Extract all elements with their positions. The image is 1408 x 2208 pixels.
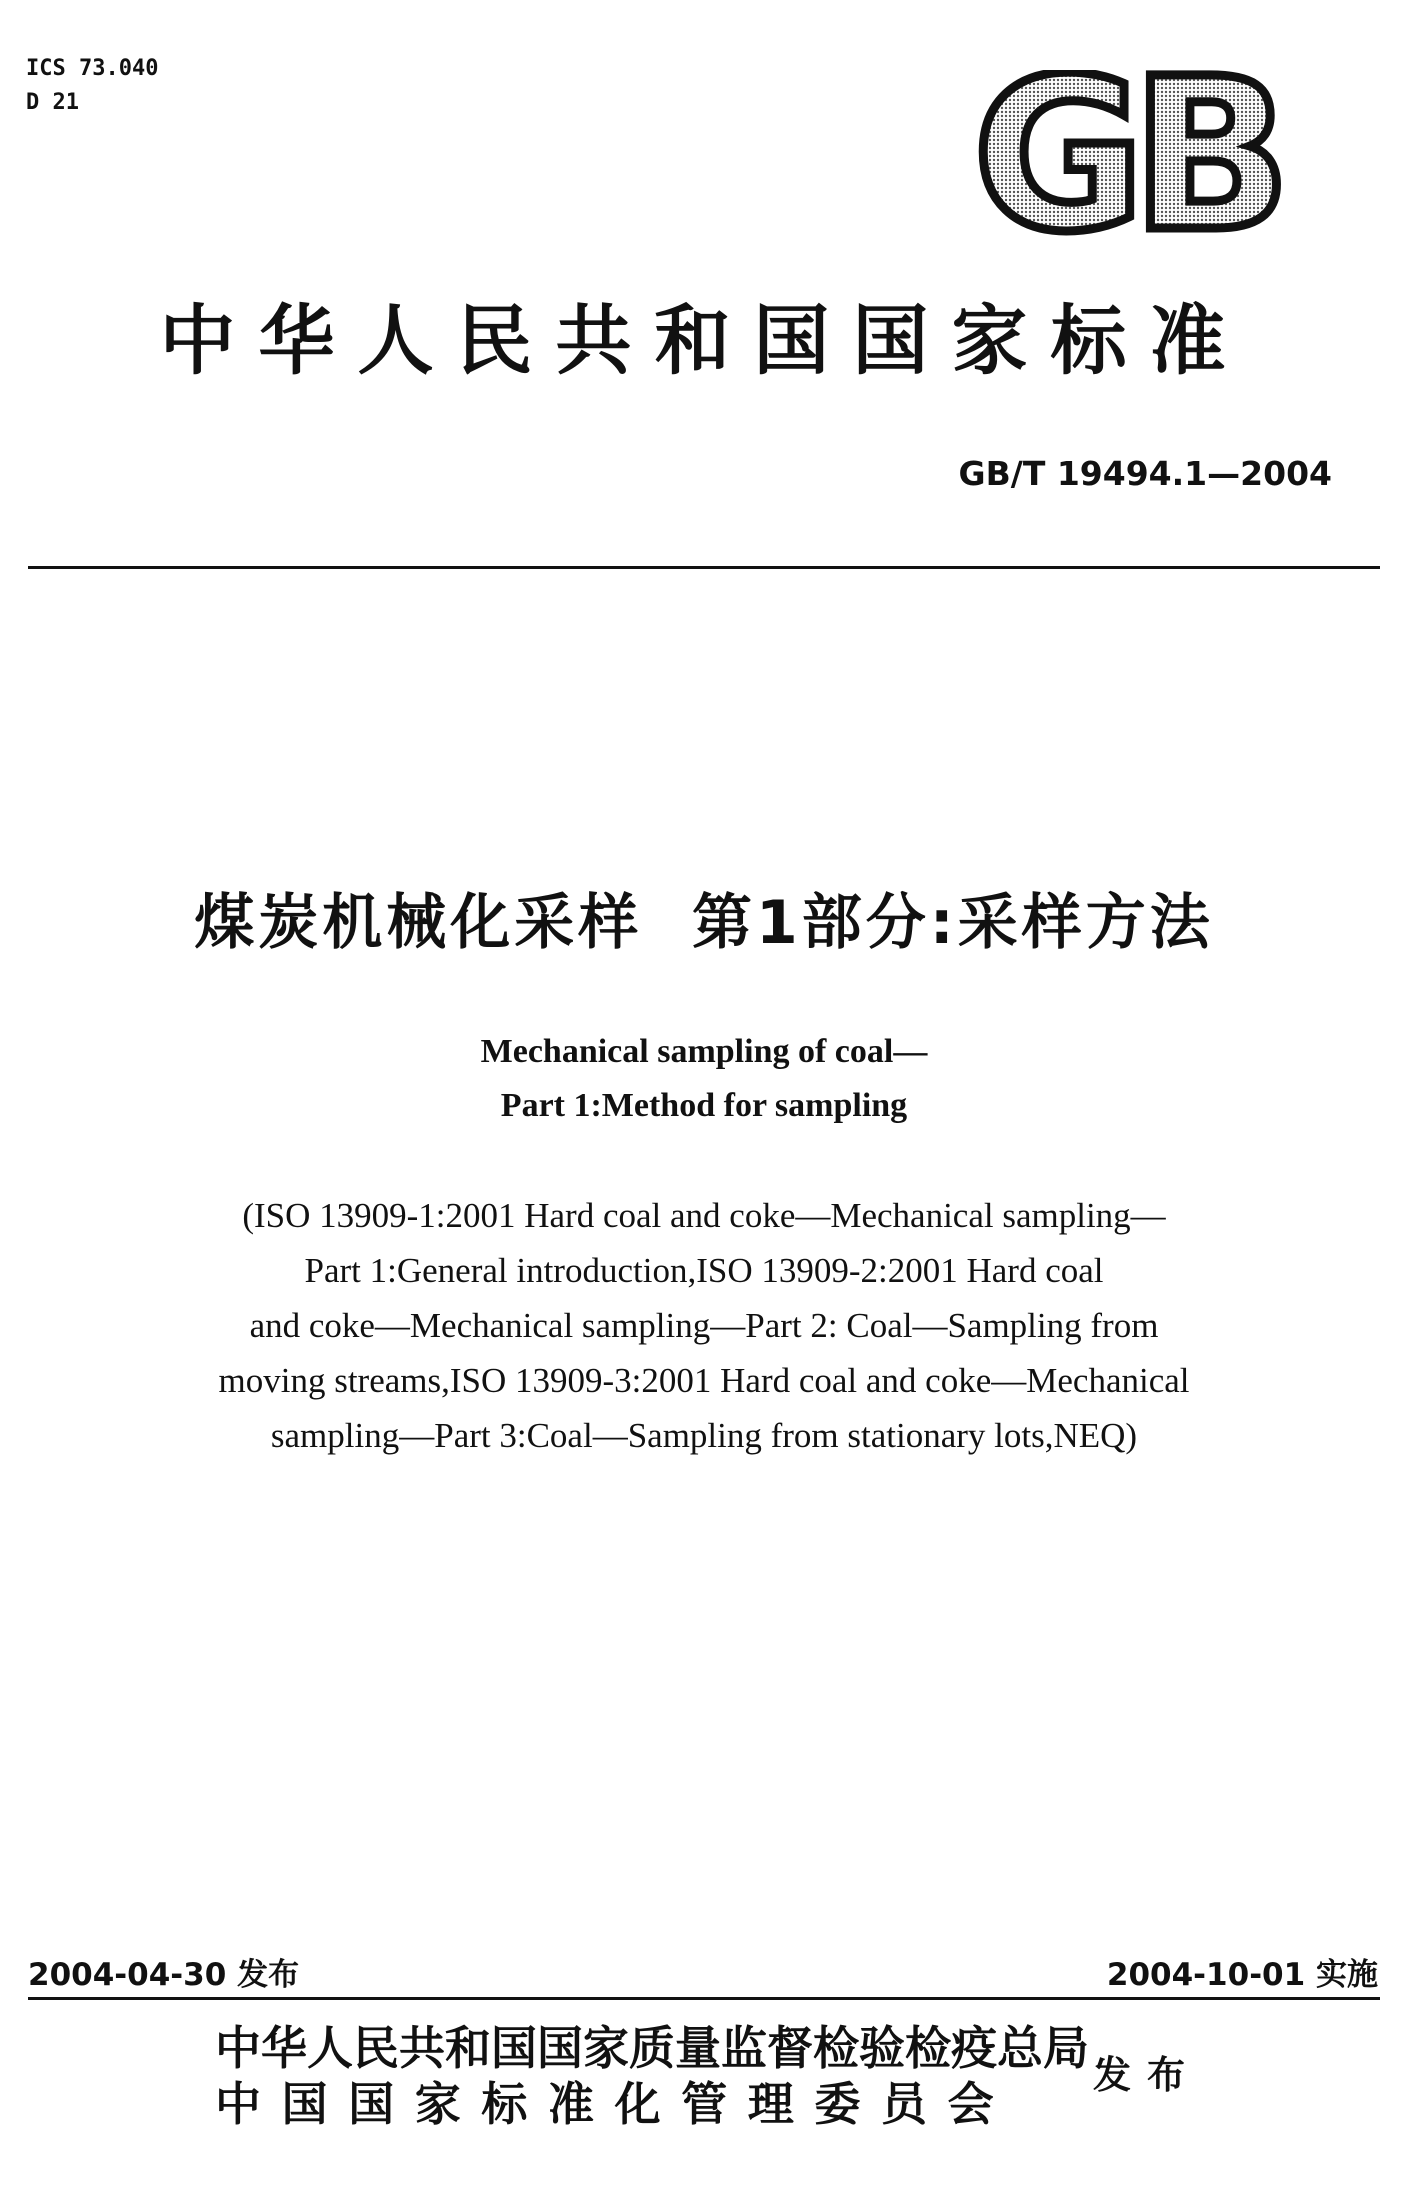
publishers-block (0, 2020, 1408, 2140)
publish-action: 发布 (1093, 2053, 1202, 2097)
publisher-org-1: 中华人民共和国国家质量监督检验检疫总局 (215, 2021, 1089, 2075)
publisher-org-2: 中国国家标准化管理委员会 (215, 2077, 1015, 2131)
implementation-date: 2004-10-01 实施 (1106, 1957, 1378, 1993)
adoption-line: (ISO 13909-1:2001 Hard coal and coke—Mechanical sampling— (242, 1196, 1166, 1235)
standard-number: GB/T 19494.1—2004 (958, 454, 1332, 493)
classification-codes (26, 52, 158, 120)
adoption-line: and coke—Mechanical sampling—Part 2: Coal—Sampling from (249, 1306, 1159, 1345)
gb-logo-text: GB (972, 70, 1278, 250)
issue-date: 2004-04-30 发布 (28, 1957, 300, 1993)
header-divider (28, 566, 1380, 569)
ics-code: ICS 73.040 (26, 56, 159, 81)
publisher-names (215, 2020, 1089, 2132)
english-title-line: Part 1:Method for sampling (500, 1087, 908, 1124)
english-title-line: Mechanical sampling of coal— (480, 1033, 928, 1070)
gb-logo (960, 70, 1290, 254)
english-title (0, 1025, 1408, 1133)
adoption-statement (0, 1188, 1408, 1463)
footer-divider (28, 1997, 1380, 2000)
adoption-line: sampling—Part 3:Coal—Sampling from stationary lots,NEQ) (270, 1416, 1138, 1455)
chinese-title: 煤炭机械化采样 第1部分:采样方法 (194, 888, 1214, 958)
standard-title: 中华人民共和国国家标准 (159, 296, 1249, 385)
adoption-line: Part 1:General introduction,ISO 13909-2:2001 Hard coal (304, 1251, 1104, 1290)
adoption-line: moving streams,ISO 13909-3:2001 Hard coal and coke—Mechanical (218, 1361, 1190, 1400)
ccs-code: D 21 (26, 90, 79, 115)
gb-logo-graphic (960, 70, 1290, 250)
